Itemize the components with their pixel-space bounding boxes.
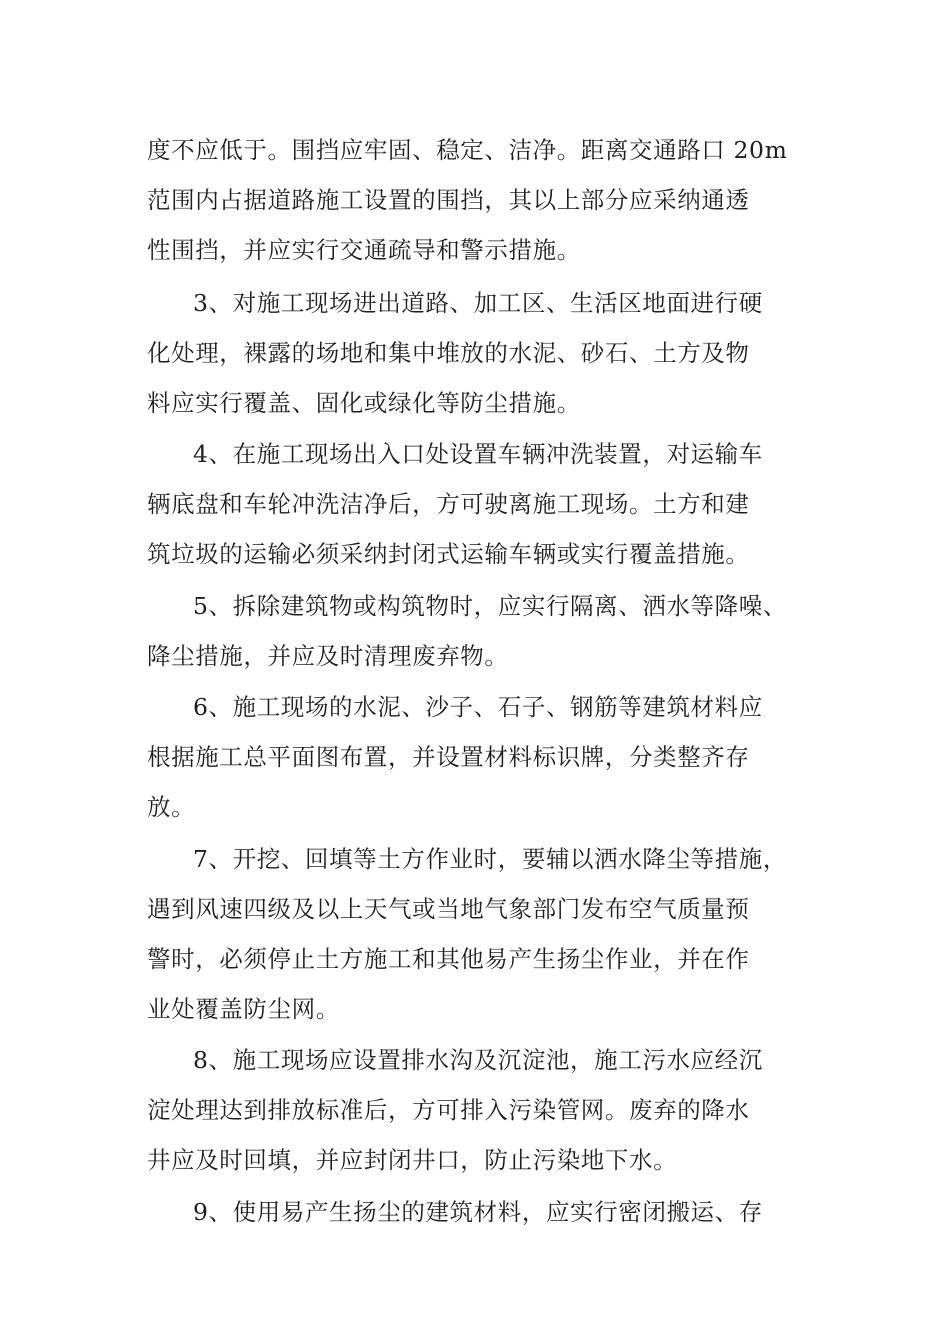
paragraph-line: 料应实行覆盖、固化或绿化等防尘措施。 — [147, 389, 581, 417]
paragraph-first-line: 8、施工现场应设置排水沟及沉淀池，施工污水应经沉 — [193, 1046, 763, 1074]
paragraph-first-line: 7、开挖、回填等土方作业时，要辅以洒水降尘等措施， — [193, 845, 787, 873]
paragraph-line: 警时，必须停止土方施工和其他易产生扬尘作业，并在作 — [147, 945, 750, 973]
paragraph-line: 范围内占据道路施工设置的围挡，其以上部分应采纳通透 — [147, 186, 750, 214]
paragraph-line: 根据施工总平面图布置，并设置材料标识牌，分类整齐存 — [147, 743, 750, 771]
paragraph-line: 性围挡，并应实行交通疏导和警示措施。 — [147, 236, 581, 264]
paragraph-line: 放。 — [147, 793, 196, 821]
paragraph-line: 筑垃圾的运输必须采纳封闭式运输车辆或实行覆盖措施。 — [147, 540, 750, 568]
paragraph-first-line: 5、拆除建筑物或构筑物时，应实行隔离、洒水等降噪、 — [193, 592, 787, 620]
paragraph-first-line: 4、在施工现场出入口处设置车辆冲洗装置，对运输车 — [193, 440, 763, 468]
paragraph-line: 遇到风速四级及以上天气或当地气象部门发布空气质量预 — [147, 895, 750, 923]
paragraph-line: 降尘措施，并应及时清理废弃物。 — [147, 642, 509, 670]
paragraph-line: 业处覆盖防尘网。 — [147, 995, 340, 1023]
paragraph-first-line: 6、施工现场的水泥、沙子、石子、钢筋等建筑材料应 — [193, 693, 763, 721]
paragraph-line: 淀处理达到排放标准后，方可排入污染管网。废弃的降水 — [147, 1096, 750, 1124]
paragraph-line: 辆底盘和车轮冲洗洁净后，方可驶离施工现场。土方和建 — [147, 490, 750, 518]
paragraph-line: 度不应低于。围挡应牢固、稳定、洁净。距离交通路口 20m — [147, 136, 788, 164]
paragraph-line: 化处理，裸露的场地和集中堆放的水泥、砂石、土方及物 — [147, 339, 750, 367]
paragraph-first-line: 9、使用易产生扬尘的建筑材料，应实行密闭搬运、存 — [193, 1198, 763, 1226]
paragraph-line: 井应及时回填，并应封闭井口，防止污染地下水。 — [147, 1146, 678, 1174]
paragraph-first-line: 3、对施工现场进出道路、加工区、生活区地面进行硬 — [193, 289, 763, 317]
